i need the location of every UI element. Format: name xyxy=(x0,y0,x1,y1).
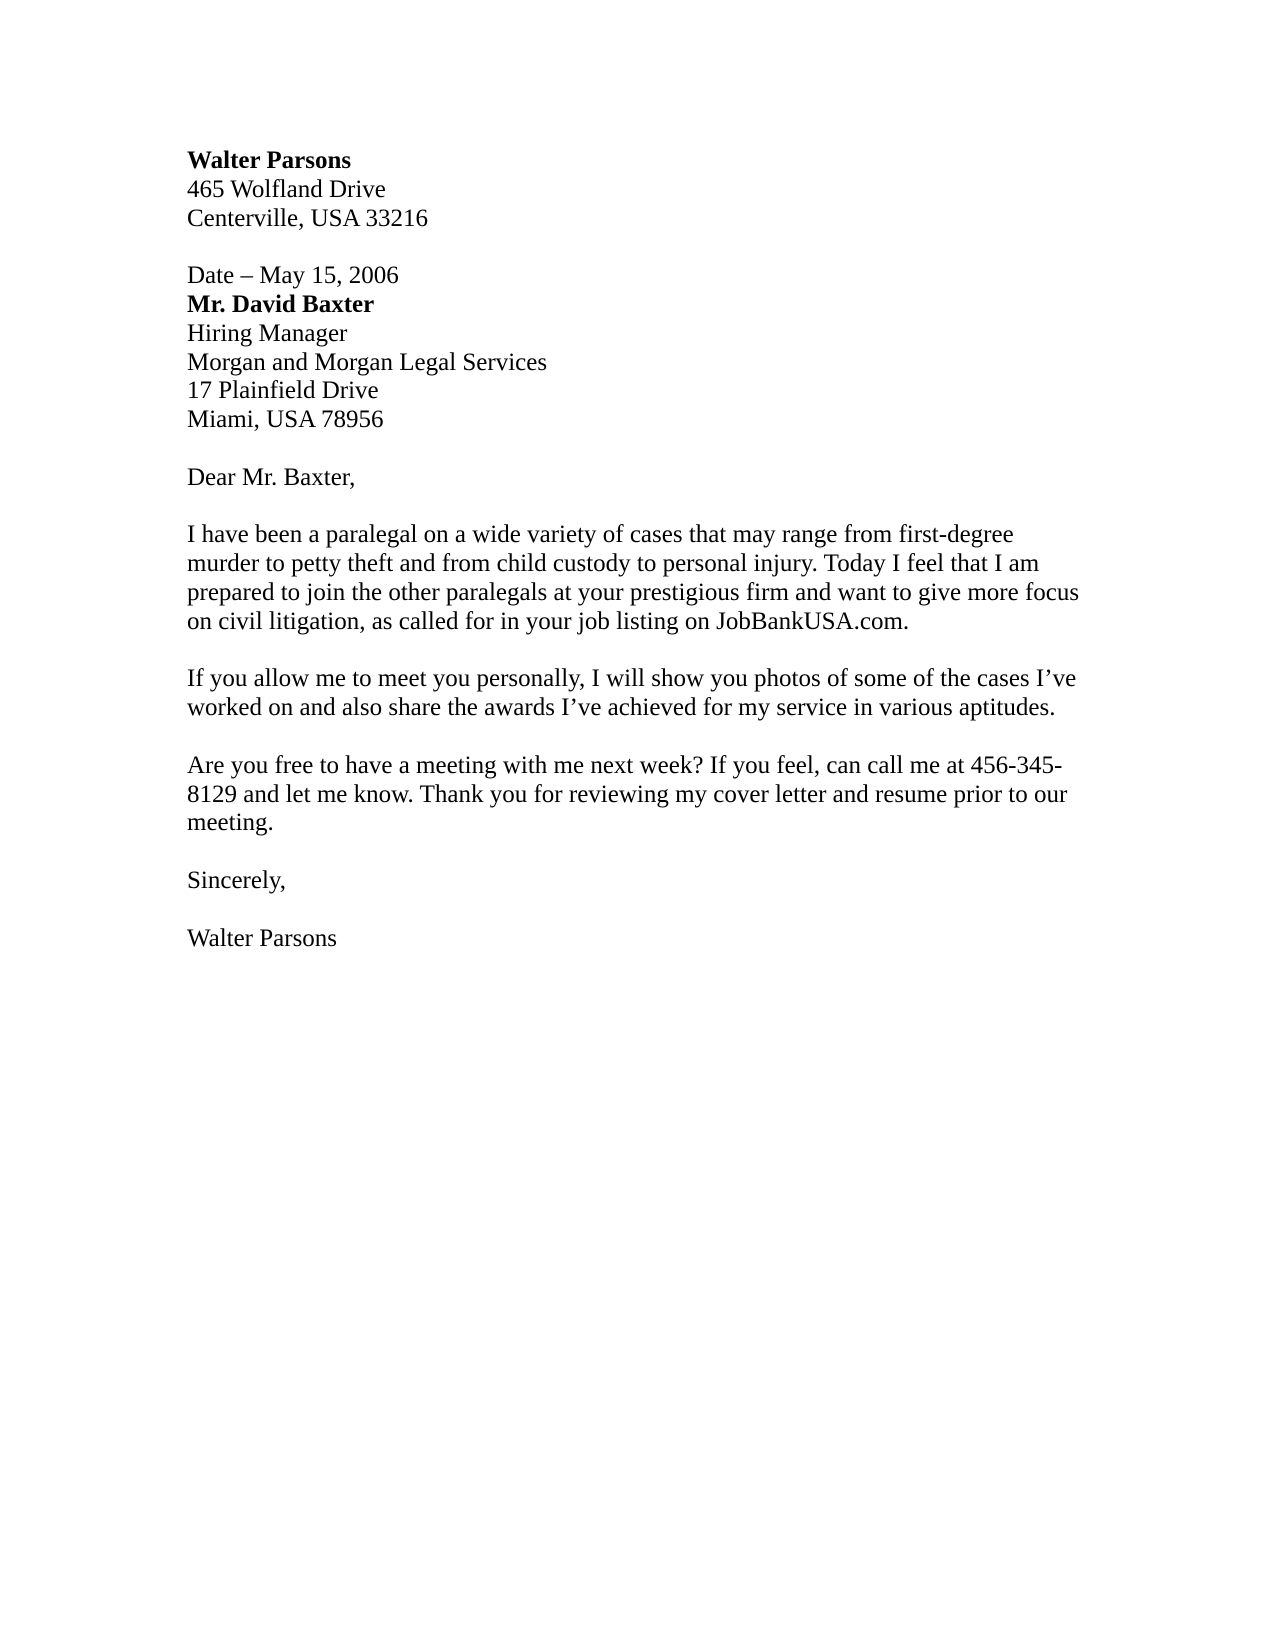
sender-block xyxy=(187,147,1087,233)
closing-block xyxy=(187,867,1087,896)
paragraph-text: Are you free to have a meeting with me next week? If you feel, can call me at 456-345-8129 and let me know. Thank you for reviewing my cover letter and resume prior to our meeting. xyxy=(187,751,1068,837)
salutation-block xyxy=(187,464,1087,493)
salutation: Dear Mr. Baxter, xyxy=(187,463,356,491)
signature-block xyxy=(187,925,1087,954)
recipient-name: Mr. David Baxter xyxy=(187,290,375,318)
paragraph-text: If you allow me to meet you personally, I will show you photos of some of the cases I’ve worked on and also share the awards I’ve achieved for my service in various aptitudes. xyxy=(187,665,1077,722)
body-paragraph-1 xyxy=(187,521,1087,636)
letter-content xyxy=(187,147,1087,953)
body-paragraph-3 xyxy=(187,752,1087,838)
recipient-address-line-2: Miami, USA 78956 xyxy=(187,406,384,434)
body-paragraph-2 xyxy=(187,665,1087,723)
recipient-title: Hiring Manager xyxy=(187,319,348,347)
recipient-address-line-1: 17 Plainfield Drive xyxy=(187,377,379,405)
closing: Sincerely, xyxy=(187,866,287,894)
sender-address-line-2: Centerville, USA 33216 xyxy=(187,204,428,232)
recipient-company: Morgan and Morgan Legal Services xyxy=(187,348,548,376)
recipient-block xyxy=(187,262,1087,435)
sender-address-line-1: 465 Wolfland Drive xyxy=(187,175,386,203)
paragraph-text: I have been a paralegal on a wide variety of cases that may range from first-degree murder to petty theft and from child custody to personal injury. Today I feel that I am prepared to join the other paralegals at your prestigious firm and want to give more focus on civil litigation, as called for in your job listing on JobBankUSA.com. xyxy=(187,521,1080,635)
signature-name: Walter Parsons xyxy=(187,924,338,952)
date-line: Date – May 15, 2006 xyxy=(187,262,399,290)
sender-name: Walter Parsons xyxy=(187,147,352,174)
